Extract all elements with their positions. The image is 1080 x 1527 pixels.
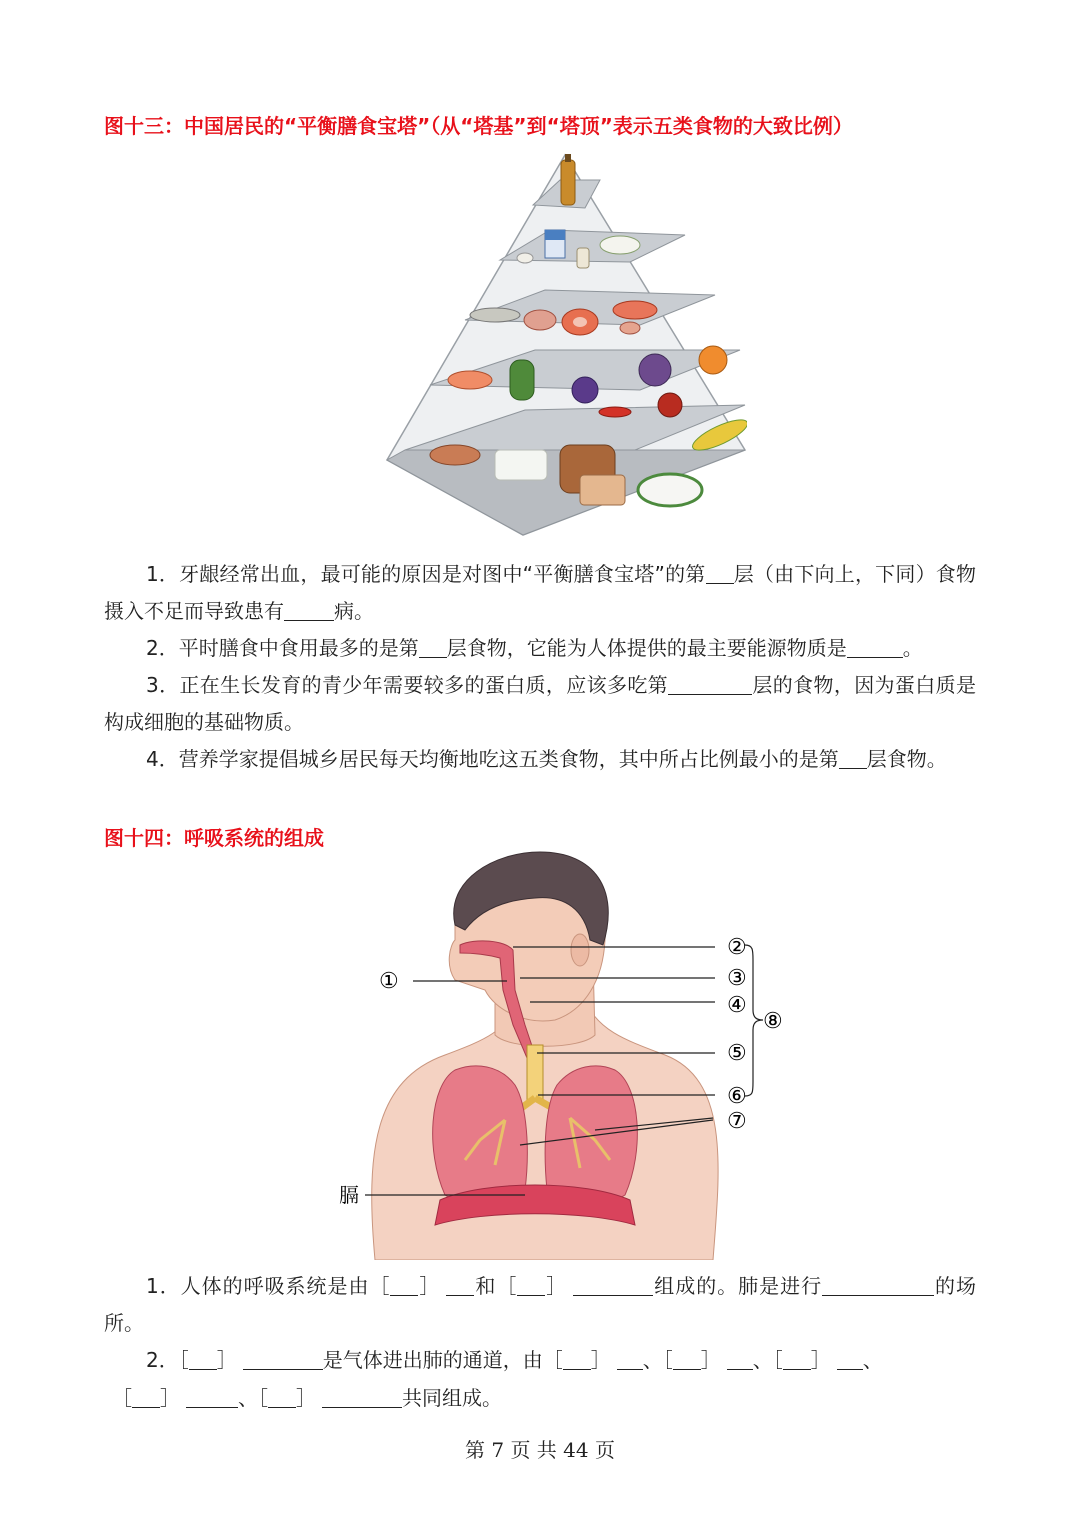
answer-blank[interactable] bbox=[186, 1385, 238, 1408]
figure-14-title: 图十四：呼吸系统的组成 bbox=[104, 826, 324, 850]
answer-blank[interactable] bbox=[563, 1347, 591, 1370]
answer-blank[interactable] bbox=[446, 1273, 474, 1296]
answer-blank[interactable] bbox=[419, 635, 447, 658]
answer-blank[interactable] bbox=[822, 1273, 934, 1296]
question-13-3: 3．正在生长发育的青少年需要较多的蛋白质，应该多吃第 层的食物，因为蛋白质是构成细胞的基础物质。 bbox=[104, 673, 976, 734]
label-1: ① bbox=[379, 969, 399, 994]
answer-blank[interactable] bbox=[706, 561, 734, 584]
label-8: ⑧ bbox=[763, 1009, 783, 1034]
label-2: ② bbox=[727, 935, 747, 960]
label-3: ③ bbox=[727, 966, 747, 991]
respiratory-system-figure bbox=[335, 850, 805, 1260]
question-14-2-cont: ［ ］ 、［ ］ 共同组成。 bbox=[112, 1386, 502, 1410]
label-5: ⑤ bbox=[727, 1041, 747, 1066]
answer-blank[interactable] bbox=[847, 635, 903, 658]
label-diaphragm: 膈 bbox=[339, 1183, 359, 1207]
answer-blank[interactable] bbox=[390, 1273, 418, 1296]
figure-13-title: 图十三：中国居民的“平衡膳食宝塔”（从“塔基”到“塔顶”表示五类食物的大致比例） bbox=[104, 114, 853, 138]
answer-blank[interactable] bbox=[783, 1347, 811, 1370]
answer-blank[interactable] bbox=[727, 1347, 753, 1370]
answer-blank[interactable] bbox=[839, 746, 867, 769]
question-13-1: 1．牙龈经常出血，最可能的原因是对图中“平衡膳食宝塔”的第 层（由下向上，下同）食物摄入不足而导致患有 病。 bbox=[104, 562, 977, 623]
question-13-4: 4．营养学家提倡城乡居民每天均衡地吃这五类食物，其中所占比例最小的是第 层食物。 bbox=[146, 747, 947, 771]
food-pyramid-illustration bbox=[385, 150, 747, 542]
question-13-2: 2．平时膳食中食用最多的是第 层食物，它能为人体提供的最主要能源物质是 。 bbox=[146, 636, 923, 660]
question-14-1: 1．人体的呼吸系统是由［ ］ 和［ ］ 组成的。肺是进行 的场所。 bbox=[104, 1274, 977, 1335]
question-14-2: 2．［ ］ 是气体进出肺的通道，由［ ］ 、［ ］ 、［ ］ 、 bbox=[146, 1348, 883, 1372]
label-6: ⑥ bbox=[727, 1084, 747, 1109]
answer-blank[interactable] bbox=[322, 1385, 402, 1408]
answer-blank[interactable] bbox=[189, 1347, 217, 1370]
label-4: ④ bbox=[727, 993, 747, 1018]
label-7: ⑦ bbox=[727, 1109, 747, 1134]
answer-blank[interactable] bbox=[573, 1273, 653, 1296]
answer-blank[interactable] bbox=[517, 1273, 545, 1296]
food-pyramid-figure bbox=[385, 150, 747, 542]
answer-blank[interactable] bbox=[132, 1385, 160, 1408]
answer-blank[interactable] bbox=[243, 1347, 323, 1370]
answer-blank[interactable] bbox=[837, 1347, 863, 1370]
respiratory-system-diagram bbox=[335, 850, 805, 1260]
answer-blank[interactable] bbox=[617, 1347, 643, 1370]
answer-blank[interactable] bbox=[668, 672, 752, 695]
answer-blank[interactable] bbox=[268, 1385, 296, 1408]
answer-blank[interactable] bbox=[284, 598, 334, 621]
answer-blank[interactable] bbox=[673, 1347, 701, 1370]
page-footer: 第 7 页 共 44 页 bbox=[465, 1438, 615, 1462]
